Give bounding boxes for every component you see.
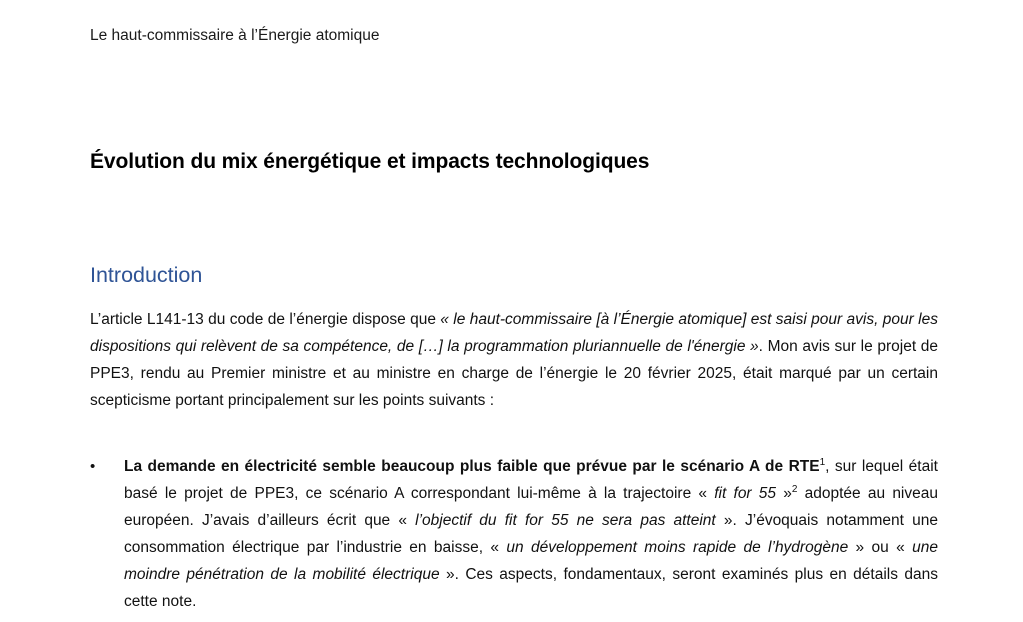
bullet-text: adoptée au niveau européen. J’avais d’ailleurs écrit que «: [124, 485, 938, 529]
bullet-italic-quote-objective: l’objectif du fit for 55 ne sera pas atteint: [415, 512, 716, 529]
bullet-text: » ou «: [848, 539, 913, 556]
bullet-bold-lead: La demande en électricité semble beaucoup plus faible que prévue par le scénario A de RTE: [124, 458, 820, 475]
intro-text-end: . Mon avis sur le projet de PPE3, rendu au Premier ministre et au ministre en charge de l’énergie le 20 février 2025, était marqué par un certain scepticisme portant principalement sur les points suivants :: [90, 338, 938, 409]
bullet-text: ». Ces aspects, fondamentaux, seront examinés plus en détails dans cette note.: [124, 566, 938, 610]
bullet-italic-quote-mobility: une moindre pénétration de la mobilité électrique: [124, 539, 938, 583]
bullet-text: »: [776, 485, 792, 502]
bullet-marker: •: [90, 458, 96, 475]
intro-text-start: L’article L141-13 du code de l’énergie dispose que: [90, 311, 441, 328]
intro-paragraph: [90, 306, 938, 414]
bullet-list: [90, 453, 938, 615]
section-heading-introduction: Introduction: [90, 263, 203, 287]
bullet-text: , sur lequel était basé le projet de PPE3, ce scénario A correspondant lui-même à la trajectoire «: [124, 458, 938, 502]
bullet-italic-fit-for-55: fit for 55: [714, 485, 777, 502]
list-item: [90, 453, 938, 615]
footnote-ref-1[interactable]: 1: [819, 456, 826, 468]
footnote-ref-2[interactable]: 2: [791, 483, 798, 495]
intro-quote: « le haut-commissaire [à l’Énergie atomique] est saisi pour avis, pour les dispositions qui relèvent de sa compétence, de […] la programmation pluriannuelle de l'énergie »: [90, 311, 938, 355]
document-title: Évolution du mix énergétique et impacts technologiques: [90, 150, 650, 173]
bullet-italic-quote-hydrogen: un développement moins rapide de l’hydrogène: [506, 539, 849, 556]
running-header: Le haut-commissaire à l’Énergie atomique: [90, 27, 380, 44]
bullet-text: ». J’évoquais notamment une consommation électrique par l’industrie en baisse, «: [124, 512, 938, 556]
